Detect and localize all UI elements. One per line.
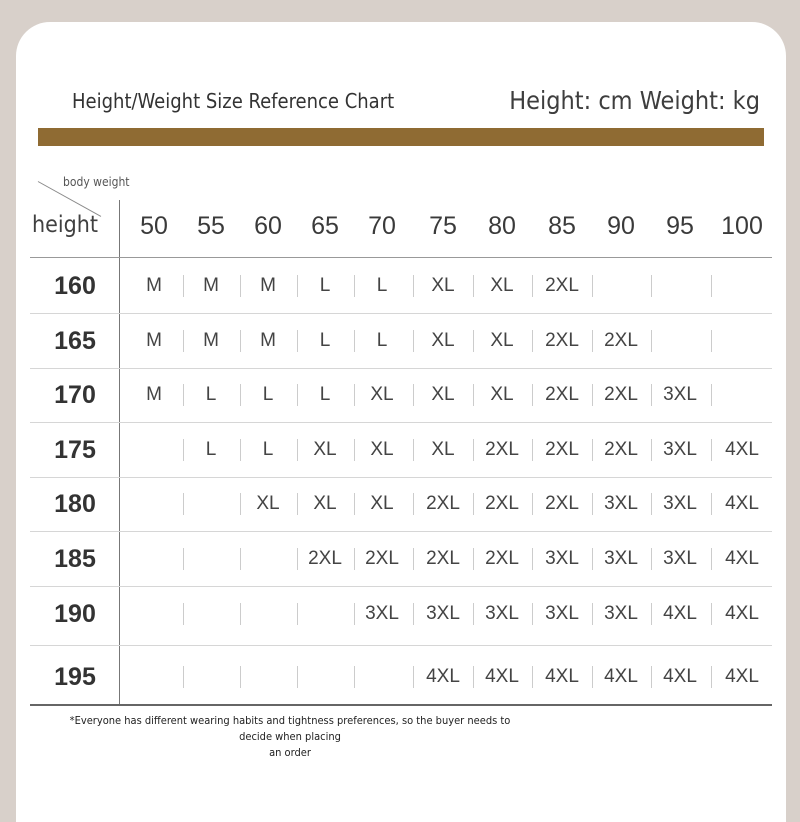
table-header-rule bbox=[30, 257, 772, 258]
cell-divider bbox=[297, 603, 298, 625]
size-cell: 3XL bbox=[426, 603, 460, 624]
size-cell: XL bbox=[490, 330, 514, 351]
size-cell: L bbox=[376, 275, 388, 296]
cell-divider bbox=[711, 439, 712, 461]
row-separator bbox=[30, 586, 772, 587]
size-cell: M bbox=[260, 275, 276, 296]
height-row-label: 185 bbox=[54, 545, 96, 573]
cell-divider bbox=[711, 330, 712, 352]
size-cell: 3XL bbox=[663, 384, 697, 405]
row-separator bbox=[30, 645, 772, 646]
size-cell: XL bbox=[256, 493, 280, 514]
header-divider-bar bbox=[38, 128, 764, 146]
size-cell: 2XL bbox=[308, 548, 342, 569]
weight-header-cell: 50 bbox=[140, 212, 168, 240]
cell-divider bbox=[711, 384, 712, 406]
cell-divider bbox=[651, 275, 652, 297]
weight-header-cell: 55 bbox=[197, 212, 225, 240]
size-cell: 2XL bbox=[604, 384, 638, 405]
size-cell: 4XL bbox=[725, 439, 759, 460]
size-cell: 3XL bbox=[663, 493, 697, 514]
cell-divider bbox=[711, 666, 712, 688]
height-row-label: 165 bbox=[54, 327, 96, 355]
footnote-line-1: *Everyone has different wearing habits and tightness preferences, so the buyer needs to decide when placing bbox=[69, 714, 511, 743]
size-cell: L bbox=[376, 330, 388, 351]
size-cell: 2XL bbox=[485, 439, 519, 460]
cell-divider bbox=[240, 603, 241, 625]
cell-divider bbox=[183, 493, 184, 515]
cell-divider bbox=[183, 666, 184, 688]
cell-divider bbox=[183, 603, 184, 625]
cell-divider bbox=[183, 548, 184, 570]
cell-divider bbox=[240, 548, 241, 570]
size-cell: XL bbox=[490, 384, 514, 405]
size-cell: 2XL bbox=[426, 493, 460, 514]
size-cell: L bbox=[262, 439, 274, 460]
size-cell: 2XL bbox=[365, 548, 399, 569]
cell-divider bbox=[711, 493, 712, 515]
cell-divider bbox=[711, 548, 712, 570]
size-cell: 4XL bbox=[725, 493, 759, 514]
size-cell: 3XL bbox=[663, 548, 697, 569]
height-row-label: 170 bbox=[54, 381, 96, 409]
weight-header-cell: 65 bbox=[311, 212, 339, 240]
size-cell: 2XL bbox=[604, 330, 638, 351]
size-cell: L bbox=[205, 439, 217, 460]
size-cell: 3XL bbox=[545, 603, 579, 624]
size-cell: 3XL bbox=[365, 603, 399, 624]
size-cell: 4XL bbox=[485, 666, 519, 687]
size-cell: 4XL bbox=[663, 603, 697, 624]
size-cell: 2XL bbox=[426, 548, 460, 569]
size-cell: M bbox=[203, 330, 219, 351]
size-cell: 3XL bbox=[604, 603, 638, 624]
cell-divider bbox=[297, 666, 298, 688]
row-separator bbox=[30, 477, 772, 478]
size-cell: L bbox=[319, 330, 331, 351]
height-row-label: 190 bbox=[54, 600, 96, 628]
size-cell: 4XL bbox=[426, 666, 460, 687]
weight-header-cell: 60 bbox=[254, 212, 282, 240]
size-cell: XL bbox=[370, 439, 394, 460]
cell-divider bbox=[711, 275, 712, 297]
cell-divider bbox=[354, 666, 355, 688]
weight-header-cell: 75 bbox=[429, 212, 457, 240]
size-cell: L bbox=[319, 275, 331, 296]
size-cell: 4XL bbox=[725, 666, 759, 687]
size-cell: 3XL bbox=[604, 493, 638, 514]
height-row-label: 160 bbox=[54, 272, 96, 300]
weight-header-cell: 85 bbox=[548, 212, 576, 240]
size-cell: M bbox=[203, 275, 219, 296]
size-cell: M bbox=[146, 384, 162, 405]
table-bottom-rule bbox=[30, 704, 772, 706]
weight-header-cell: 80 bbox=[488, 212, 516, 240]
row-separator bbox=[30, 422, 772, 423]
size-cell: M bbox=[146, 330, 162, 351]
row-separator bbox=[30, 313, 772, 314]
size-cell: 2XL bbox=[545, 439, 579, 460]
size-cell: 4XL bbox=[725, 548, 759, 569]
size-cell: 3XL bbox=[663, 439, 697, 460]
size-cell: XL bbox=[313, 439, 337, 460]
size-cell: 4XL bbox=[604, 666, 638, 687]
height-row-label: 195 bbox=[54, 663, 96, 691]
size-cell: XL bbox=[431, 330, 455, 351]
size-cell: 4XL bbox=[663, 666, 697, 687]
chart-title: Height/Weight Size Reference Chart bbox=[72, 89, 395, 113]
size-cell: L bbox=[319, 384, 331, 405]
size-cell: 2XL bbox=[485, 548, 519, 569]
footnote bbox=[60, 713, 520, 761]
height-row-label: 175 bbox=[54, 436, 96, 464]
size-cell: 2XL bbox=[485, 493, 519, 514]
size-cell: 3XL bbox=[485, 603, 519, 624]
size-cell: XL bbox=[431, 275, 455, 296]
height-row-label: 180 bbox=[54, 490, 96, 518]
size-cell: 2XL bbox=[545, 384, 579, 405]
size-cell: XL bbox=[313, 493, 337, 514]
weight-header-cell: 70 bbox=[368, 212, 396, 240]
size-cell: 4XL bbox=[545, 666, 579, 687]
cell-divider bbox=[711, 603, 712, 625]
cell-divider bbox=[240, 666, 241, 688]
height-axis-label: height bbox=[32, 212, 98, 238]
size-cell: 2XL bbox=[604, 439, 638, 460]
size-cell: XL bbox=[370, 493, 394, 514]
weight-axis-label: body weight bbox=[63, 175, 130, 189]
row-separator bbox=[30, 531, 772, 532]
size-cell: 2XL bbox=[545, 493, 579, 514]
row-separator bbox=[30, 368, 772, 369]
cell-divider bbox=[592, 275, 593, 297]
footnote-line-2: an order bbox=[269, 746, 311, 759]
units-label: Height: cm Weight: kg bbox=[509, 86, 760, 115]
size-cell: M bbox=[260, 330, 276, 351]
size-cell: 3XL bbox=[545, 548, 579, 569]
size-cell: 2XL bbox=[545, 275, 579, 296]
size-cell: 4XL bbox=[725, 603, 759, 624]
size-cell: XL bbox=[370, 384, 394, 405]
size-cell: L bbox=[262, 384, 274, 405]
weight-header-cell: 90 bbox=[607, 212, 635, 240]
size-cell: XL bbox=[431, 384, 455, 405]
size-cell: XL bbox=[431, 439, 455, 460]
weight-header-cell: 95 bbox=[666, 212, 694, 240]
size-cell: M bbox=[146, 275, 162, 296]
weight-header-cell: 100 bbox=[721, 212, 763, 240]
cell-divider bbox=[651, 330, 652, 352]
size-cell: L bbox=[205, 384, 217, 405]
size-cell: 2XL bbox=[545, 330, 579, 351]
size-cell: 3XL bbox=[604, 548, 638, 569]
size-cell: XL bbox=[490, 275, 514, 296]
